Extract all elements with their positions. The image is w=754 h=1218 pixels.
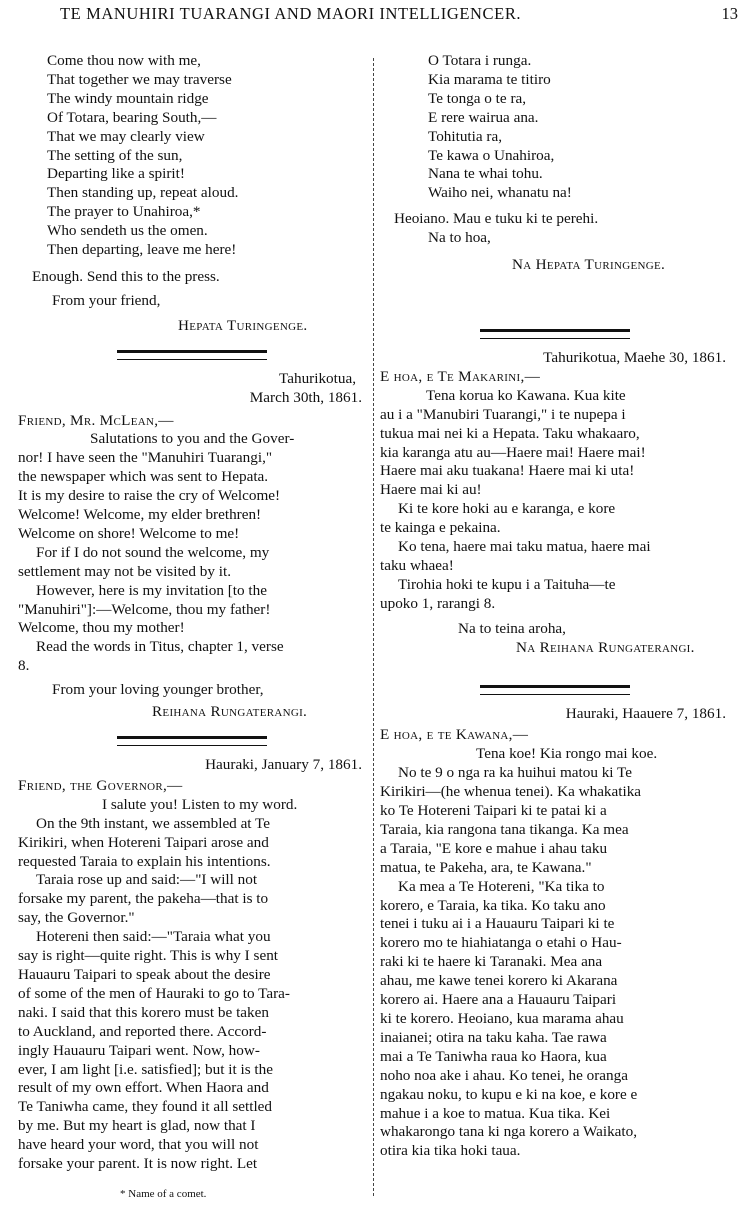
body-line: Ko tena, haere mai taku matua, haere mai xyxy=(398,538,651,556)
from-line: Na to teina aroha, xyxy=(458,619,566,637)
letter-body xyxy=(18,430,366,676)
body-line: by me. But my heart is glad, now that I xyxy=(18,1117,256,1135)
poem-line: Of Totara, bearing South,— xyxy=(47,108,217,126)
body-line: I salute you! Listen to my word. xyxy=(102,795,298,813)
poem-line: Come thou now with me, xyxy=(47,52,201,69)
letter-body xyxy=(380,387,730,614)
body-line: have heard your word, that you will not xyxy=(18,1136,259,1154)
poem-line: The prayer to Unahiroa,* xyxy=(47,203,201,221)
left-column xyxy=(18,30,366,1174)
body-line: Tena korua ko Kawana. Kua kite xyxy=(426,386,626,404)
body-line: It is my desire to raise the cry of Welcome! xyxy=(18,487,281,505)
body-line: Ki te kore hoki au e karanga, e kore xyxy=(398,500,616,518)
poem-line: Then standing up, repeat aloud. xyxy=(47,184,239,202)
poem-line: The windy mountain ridge xyxy=(47,89,209,107)
section-rule xyxy=(117,350,267,360)
letter-place: Tahurikotua, xyxy=(279,369,356,387)
body-line: the newspaper which was sent to Hepata. xyxy=(18,468,269,486)
poem-line: Kia marama te titiro xyxy=(428,70,551,88)
body-line: For if I do not sound the welcome, my xyxy=(36,543,270,561)
body-line: taku whaea! xyxy=(380,556,454,574)
body-line: ever, I am light [i.e. satisfied]; but it is the xyxy=(18,1060,273,1078)
body-line: Haere mai ki au! xyxy=(380,481,482,499)
body-line: to Auckland, and reported there. Accord- xyxy=(18,1022,267,1040)
maori-poem xyxy=(380,52,730,203)
body-line: korero ai. Haere ana a Hauauru Taipari xyxy=(380,991,617,1009)
body-line: ki te korero. Heoiano, kua marama ahau xyxy=(380,1009,624,1027)
poem-line: O Totara i runga. xyxy=(428,52,532,69)
body-line: korero mo te hiahiatanga o etahi o Hau- xyxy=(380,934,622,952)
section-rule xyxy=(480,685,630,695)
body-line: No te 9 o nga ra ka huihui matou ki Te xyxy=(398,764,633,782)
body-line: However, here is my invitation [to the xyxy=(36,581,267,599)
section-rule xyxy=(480,329,630,339)
body-line: Welcome! Welcome, my elder brethren! xyxy=(18,506,262,524)
body-line: nor! I have seen the "Manuhiri Tuarangi," xyxy=(18,449,273,467)
body-line: mai a Te Taniwha raua ko Haora, kua xyxy=(380,1047,607,1065)
letter-salutation: E hoa, e Te Makarini,— xyxy=(380,367,541,385)
poem-line: That together we may traverse xyxy=(47,70,232,88)
from-line: Na to hoa, xyxy=(428,229,491,247)
body-line: Read the words in Titus, chapter 1, verse xyxy=(36,638,284,656)
body-line: ko Te Hotereni Taipari ki te patai ki a xyxy=(380,802,607,819)
body-line: naki. I said that this korero must be taken xyxy=(18,1003,269,1021)
letter-salutation: Friend, Mr. McLean,— xyxy=(18,411,174,429)
body-line: ingly Hauauru Taipari went. Now, how- xyxy=(18,1041,260,1059)
body-line: Welcome on shore! Welcome to me! xyxy=(18,524,240,542)
poem-line: That we may clearly view xyxy=(47,127,205,145)
letter-body xyxy=(18,796,366,1174)
body-line: forsake my parent, the pakeha—that is to xyxy=(18,890,269,908)
body-line: Taraia, kia rangona tana tikanga. Ka mea xyxy=(380,820,629,838)
body-line: te kainga e pekaina. xyxy=(380,519,501,537)
body-line: tenei i tuku ai i a Hauauru Taipari ki te xyxy=(380,915,615,933)
body-line: Haere mai aku tuakana! Haere mai ki uta! xyxy=(380,462,635,480)
body-line: Kirikiri—(he whenua tenei). Ka whakatika xyxy=(380,783,642,801)
body-line: inaianei; otira na taku kaha. Tae rawa xyxy=(380,1028,607,1046)
body-line: tukua mai nei ki a Hepata. Taku whakaaro, xyxy=(380,424,640,442)
body-line: Taraia rose up and said:—"I will not xyxy=(36,871,258,889)
body-line: settlement may not be visited by it. xyxy=(18,562,232,580)
body-line: korero, e Taraia, ka tika. Ko taku ano xyxy=(380,896,606,914)
poem-line: E rere wairua ana. xyxy=(428,108,539,126)
body-line: noho noa ake i ahau. Ko tenei, he oranga xyxy=(380,1066,628,1084)
body-line: matua, te Pakeha, ara, te Kawana." xyxy=(380,858,592,876)
from-line: From your loving younger brother, xyxy=(52,681,264,699)
section-rule xyxy=(117,736,267,746)
footnote: * Name of a comet. xyxy=(120,1188,207,1200)
page-number: 13 xyxy=(721,4,738,23)
letter-date: Hauraki, January 7, 1861. xyxy=(205,756,362,773)
column-divider xyxy=(373,58,374,1196)
body-line: au i a "Manubiri Tuarangi," i te nupepa i xyxy=(380,405,626,423)
poem-line: Nana te whai tohu. xyxy=(428,165,543,183)
body-line: Tirohia hoki te kupu i a Taituha—te xyxy=(398,575,616,593)
closing-line: Heoiano. Mau e tuku ki te perehi. xyxy=(394,210,599,228)
signature: Reihana Rungaterangi. xyxy=(152,703,308,721)
body-line: "Manuhiri"]:—Welcome, thou my father! xyxy=(18,600,271,618)
poem-line: Departing like a spirit! xyxy=(47,165,185,183)
body-line: Welcome, thou my mother! xyxy=(18,619,185,637)
body-line: Hauauru Taipari to speak about the desire xyxy=(18,965,271,983)
body-line: mahue i a koe to matua. Kua tika. Kei xyxy=(380,1104,611,1122)
body-line: kia karanga atu au—Haere mai! Haere mai! xyxy=(380,443,646,461)
body-line: ahau, me kawe tenei korero ki Akarana xyxy=(380,972,618,990)
body-line: Hotereni then said:—"Taraia what you xyxy=(36,928,271,946)
body-line: raki ki te haere ki Taranaki. Mea ana xyxy=(380,953,603,971)
poem-line: Then departing, leave me here! xyxy=(47,241,237,259)
closing-line: Enough. Send this to the press. xyxy=(32,267,220,285)
body-line: result of my own effort. When Haora and xyxy=(18,1079,269,1097)
body-line: whakarongo tana ki nga korero a Waikato, xyxy=(380,1123,638,1141)
signature: Na Reihana Rungaterangi. xyxy=(516,638,695,656)
body-line: upoko 1, rarangi 8. xyxy=(380,594,496,612)
body-line: Te Taniwha came, they found it all settled xyxy=(18,1098,273,1116)
letter-date: March 30th, 1861. xyxy=(249,388,362,406)
body-line: requested Taraia to explain his intentions. xyxy=(18,852,271,870)
body-line: say, the Governor." xyxy=(18,909,135,927)
letter-body xyxy=(380,745,730,1161)
poem-line: The setting of the sun, xyxy=(47,146,183,164)
letter-salutation: E hoa, e te Kawana,— xyxy=(380,726,529,744)
poem-line: Waiho nei, whanatu na! xyxy=(428,184,572,202)
body-line: forsake your parent. It is now right. Let xyxy=(18,1155,258,1173)
body-line: of some of the men of Hauraki to go to Tara- xyxy=(18,984,290,1002)
letter-date: Tahurikotua, Maehe 30, 1861. xyxy=(543,348,726,366)
poem-line: Who sendeth us the omen. xyxy=(47,222,208,240)
body-line: On the 9th instant, we assembled at Te xyxy=(36,814,271,832)
english-poem xyxy=(18,52,366,260)
body-line: 8. xyxy=(18,657,30,675)
signature: Hepata Turingenge. xyxy=(178,316,308,334)
publication-title: TE MANUHIRI TUARANGI AND MAORI INTELLIGENCER. xyxy=(60,4,522,23)
poem-line: Te tonga o te ra, xyxy=(428,89,527,107)
letter-salutation: Friend, the Governor,— xyxy=(18,776,183,794)
signature: Na Hepata Turingenge. xyxy=(512,256,666,274)
page-header xyxy=(0,4,754,28)
body-line: Salutations to you and the Gover- xyxy=(90,430,295,448)
poem-line: Tohitutia ra, xyxy=(428,127,503,145)
body-line: Kirikiri, when Hotereni Taipari arose and xyxy=(18,833,269,851)
body-line: a Taraia, "E kore e mahue i ahau taku xyxy=(380,839,608,857)
body-line: otira kia tika hoki taua. xyxy=(380,1142,521,1160)
body-line: say is right—quite right. This is why I sent xyxy=(18,947,279,965)
body-line: Ka mea a Te Hotereni, "Ka tika to xyxy=(398,877,605,895)
body-line: ngakau noku, to kupu e ki na koe, e kore e xyxy=(380,1085,638,1103)
poem-line: Te kawa o Unahiroa, xyxy=(428,146,555,164)
from-line: From your friend, xyxy=(52,291,161,309)
right-column xyxy=(380,30,730,1161)
letter-date: Hauraki, Haauere 7, 1861. xyxy=(565,705,726,723)
body-line: Tena koe! Kia rongo mai koe. xyxy=(476,745,658,763)
